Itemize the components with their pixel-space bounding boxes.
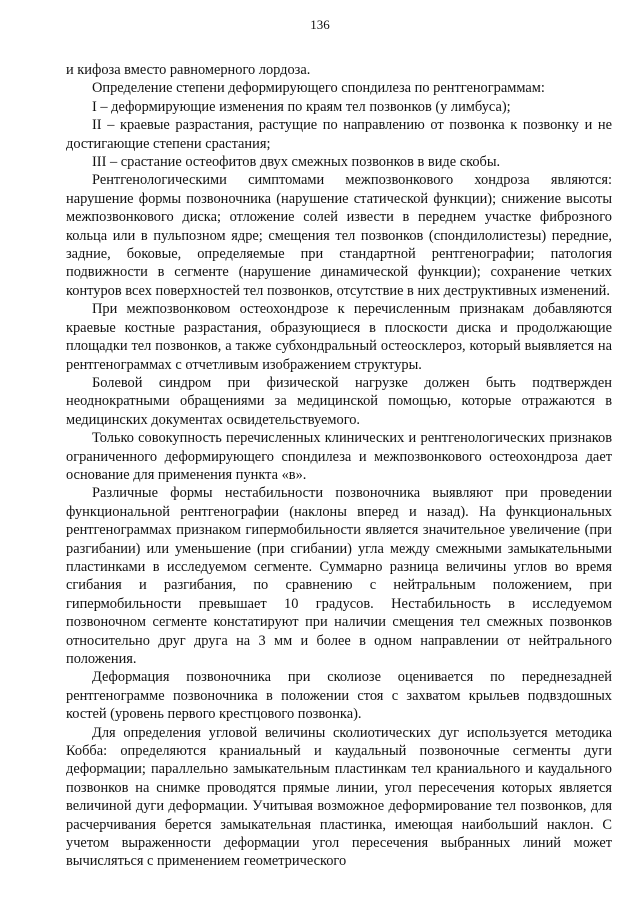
paragraph-1: и кифоза вместо равномерного лордоза.: [66, 62, 311, 78]
paragraph-7: При межпозвонковом остеохондрозе к перечисленным признакам добавляются краевые костные разрастания, образующиеся в плоскости диска и продолжающие площадки тел позвонков, а также субхондральный остеосклероз, который выявляется на рентгенограммах с отчетливым изображением структуры.: [66, 301, 612, 373]
paragraph-2: Определение степени деформирующего спондилеза по рентгенограммам:: [92, 80, 545, 97]
paragraph-9: Только совокупность перечисленных клинических и рентгенологических признаков ограниченного деформирующего спондилеза и межпозвонкового остеохондроза дает основание для применения пункта «в».: [66, 430, 612, 483]
document-body: [66, 61, 612, 871]
paragraph-11: Деформация позвоночника при сколиозе оценивается по переднезадней рентгенограмме позвоночника в положении стоя с захватом крыльев подвздошных костей (уровень первого крестцового позвонка).: [66, 669, 612, 723]
paragraph-12: Для определения угловой величины сколиотических дуг используется методика Кобба: определяются краниальный и каудальный позвоночные сегменты дуги деформации; параллельно замыкательным пластинкам тел краниального и каудального позвонков на снимке проводятся прямые линии, угол пересечения которых является величиной дуги деформации. Учитывая возможное деформирование тел позвонков, для расчерчивания берется замыкательная пластинка, имеющая наибольший наклон. С учетом выраженности деформации угол пересечения выбранных линий может вычисляться с применением геометрического: [66, 724, 612, 870]
paragraph-3: I – деформирующие изменения по краям тел позвонков (у лимбуса);: [92, 98, 511, 115]
paragraph-5: III – срастание остеофитов двух смежных позвонков в виде скобы.: [92, 154, 501, 171]
paragraph-8: Болевой синдром при физической нагрузке должен быть подтвержден неоднократными обращениями за медицинской помощью, которые отражаются в медицинских документах освидетельствуемого.: [66, 374, 612, 428]
paragraph-4: II – краевые разрастания, растущие по направлению от позвонка к позвонку и не достигающие степени срастания;: [66, 117, 612, 152]
paragraph-10: Различные формы нестабильности позвоночника выявляют при проведении функциональной рентгенографии (наклоны вперед и назад). На функциональных рентгенограммах признаком гипермобильности является значительное увеличение (при разгибании) или уменьшение (при сгибании) угла между смежными замыкательными пластинками в исследуемом сегменте. Суммарно разница величины углов во время сгибания и разгибания, по сравнению с нейтральным положением, при гипермобильности превышает 10 градусов. Нестабильность в исследуемом позвоночном сегменте констатируют при наличии смещения тел смежных позвонков относительно друг друга на 3 мм и более в одном направлении от нейтрального положения.: [66, 485, 612, 667]
paragraph-6: Рентгенологическими симптомами межпозвонкового хондроза являются: нарушение формы позвоночника (нарушение статической функции); снижение высоты межпозвонкового диска; отложение солей извести в переднем участке фиброзного кольца или в пульпозном ядре; смещения тел позвонков (спондилолистезы) передние, задние, боковые, определяемые при стандартной рентгенографии; патология подвижности в сегменте (нарушение динамической функции); сохранение четких контуров всех поверхностей тел позвонков, отсутствие в них деструктивных изменений.: [66, 172, 612, 299]
page-number: 136: [310, 17, 330, 32]
